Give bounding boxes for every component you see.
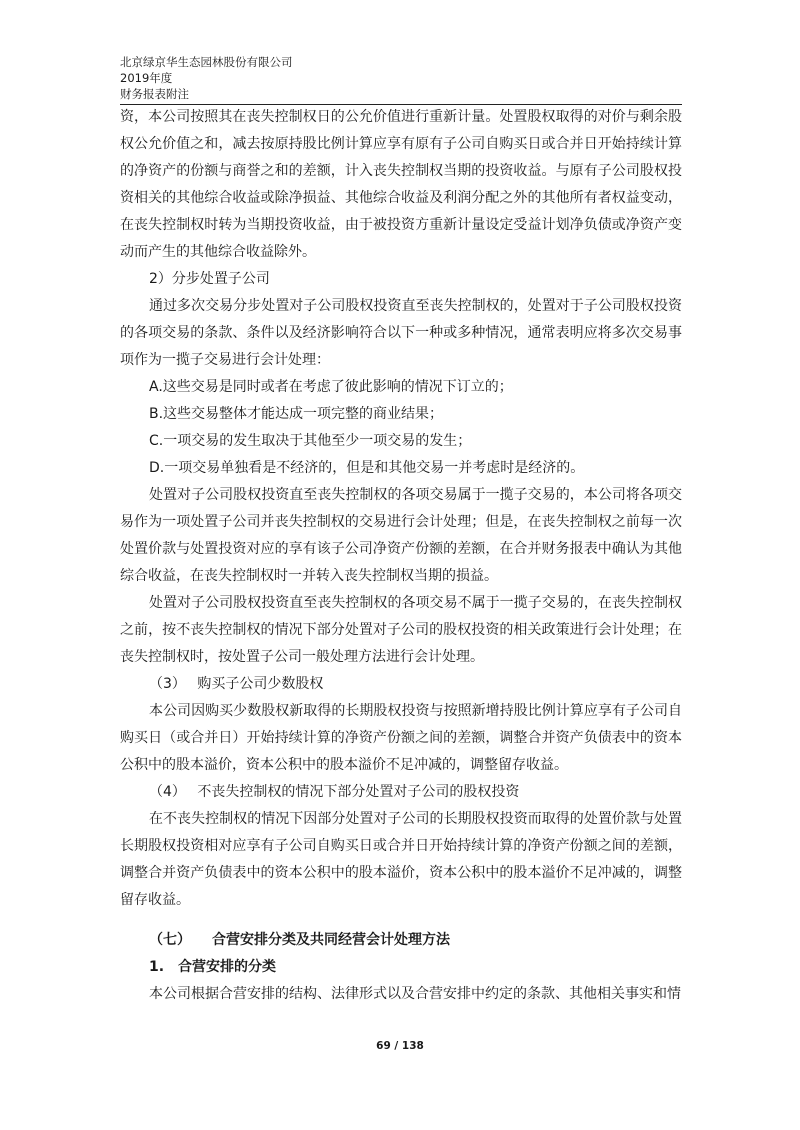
- list-item-c: C.一项交易的发生取决于其他至少一项交易的发生；: [149, 433, 472, 449]
- paragraph-partial-disposal: 在不丧失控制权的情况下因部分处置对子公司的长期股权投资而取得的处置价款与处置长期股权投资相对应享有子公司自购买日或合并日开始持续计算的净资产份额之间的差额，调整合并资产负债表中的资本公积中的股本溢价，资本公积中的股本溢价不足冲减的，调整留存收益。: [120, 811, 682, 908]
- subsection-heading-classification: 1. 合营安排的分类: [149, 959, 277, 975]
- section-heading-joint-arrangements: （七） 合营安排分类及共同经营会计处理方法: [149, 932, 450, 948]
- list-item-b: B.这些交易整体才能达成一项完整的商业结果；: [149, 406, 444, 422]
- list-item-a: A.这些交易是同时或者在考虑了彼此影响的情况下订立的；: [149, 379, 513, 395]
- report-year: 2019年度: [120, 71, 173, 85]
- paragraph-stepwise-disposal: 通过多次交易分步处置对子公司股权投资直至丧失控制权的，处置对于子公司股权投资的各项交易的条款、条件以及经济影响符合以下一种或多种情况，通常表明应将多次交易事项作为一揽子交易进行会计处理：: [120, 298, 682, 368]
- paragraph-package-deal: 处置对子公司股权投资直至丧失控制权的各项交易属于一揽子交易的，本公司将各项交易作为一项处置子公司并丧失控制权的交易进行会计处理；但是，在丧失控制权之前每一次处置价款与处置投资对应的享有该子公司净资产份额的差额，在合并财务报表中确认为其他综合收益，在丧失控制权时一并转入丧失控制权当期的损益。: [120, 487, 682, 584]
- document-body: [120, 104, 682, 1008]
- subheading-partial-disposal: （4） 不丧失控制权的情况下部分处置对子公司的股权投资: [149, 784, 520, 800]
- page-header: [120, 54, 680, 102]
- paragraph-continued: 资，本公司按照其在丧失控制权日的公允价值进行重新计量。处置股权取得的对价与剩余股权公允价值之和，减去按原持股比例计算应享有原有子公司自购买日或合并日开始持续计算的净资产的份额与商誉之和的差额，计入丧失控制权当期的投资收益。与原有子公司股权投资相关的其他综合收益或除净损益、其他综合收益及利润分配之外的其他所有者权益变动，在丧失控制权时转为当期投资收益，由于被投资方重新计量设定受益计划净负债或净资产变动而产生的其他综合收益除外。: [120, 109, 682, 260]
- paragraph-classification: 本公司根据合营安排的结构、法律形式以及合营安排中约定的条款、其他相关事实和情: [149, 986, 681, 1002]
- document-type: 财务报表附注: [120, 87, 189, 101]
- paragraph-minority-purchase: 本公司因购买少数股权新取得的长期股权投资与按照新增持股比例计算应享有子公司自购买日（或合并日）开始持续计算的净资产份额之间的差额，调整合并资产负债表中的资本公积中的股本溢价，资本公积中的股本溢价不足冲减的，调整留存收益。: [120, 703, 682, 773]
- company-name: 北京绿京华生态园林股份有限公司: [120, 55, 293, 69]
- paragraph-non-package-deal: 处置对子公司股权投资直至丧失控制权的各项交易不属于一揽子交易的，在丧失控制权之前，按不丧失控制权的情况下部分处置对子公司的股权投资的相关政策进行会计处理；在丧失控制权时，按处置子公司一般处理方法进行会计处理。: [120, 595, 682, 665]
- subheading-minority-purchase: （3） 购买子公司少数股权: [149, 676, 324, 692]
- page-number: 69 / 138: [376, 1040, 424, 1052]
- list-item-d: D.一项交易单独看是不经济的，但是和其他交易一并考虑时是经济的。: [149, 460, 585, 476]
- subheading-stepwise-disposal: 2）分步处置子公司: [149, 271, 270, 287]
